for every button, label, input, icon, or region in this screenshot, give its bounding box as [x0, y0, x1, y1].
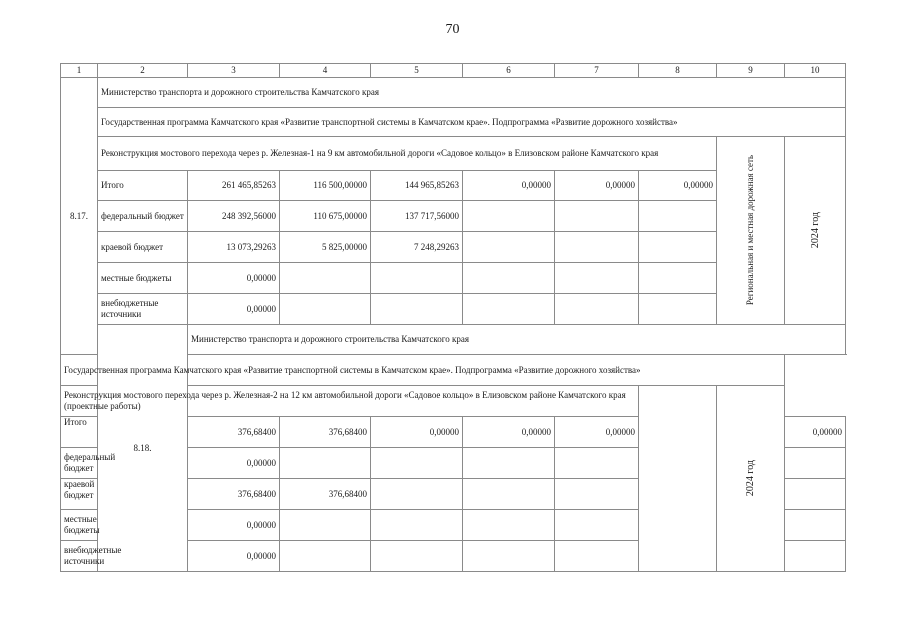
- road-network-cell: [639, 386, 717, 572]
- value-cell: 0,00000: [188, 541, 280, 572]
- section-number: 8.17.: [61, 78, 98, 355]
- column-number: 4: [280, 64, 371, 78]
- value-cell: [639, 201, 717, 232]
- value-cell: [785, 448, 846, 479]
- value-cell: 0,00000: [785, 417, 846, 448]
- value-cell: 0,00000: [463, 171, 555, 201]
- value-cell: [555, 541, 639, 572]
- value-cell: [371, 448, 463, 479]
- ministry-row: [61, 325, 846, 355]
- value-cell: [463, 232, 555, 263]
- row-label: краевой бюджет: [61, 479, 98, 510]
- year-cell: [717, 386, 785, 572]
- object-name: Реконструкция мостового перехода через р. Железная-1 на 9 км автомобильной дороги «Садовое кольцо» в Елизовском районе Камчатского края: [98, 137, 717, 171]
- value-cell: [371, 510, 463, 541]
- year-cell: [785, 137, 846, 325]
- row-label: краевой бюджет: [98, 232, 188, 263]
- object-row: [61, 386, 846, 417]
- value-cell: 110 675,00000: [280, 201, 371, 232]
- column-number-row: [61, 64, 846, 78]
- value-cell: 0,00000: [188, 448, 280, 479]
- value-cell: 0,00000: [639, 171, 717, 201]
- value-cell: [463, 541, 555, 572]
- object-row: [61, 137, 846, 171]
- value-cell: 376,68400: [280, 417, 371, 448]
- column-number: 5: [371, 64, 463, 78]
- value-cell: [463, 479, 555, 510]
- value-cell: 376,68400: [188, 417, 280, 448]
- row-label: федеральный бюджет: [98, 201, 188, 232]
- road-network-label: Региональная и местная дорожная сеть: [745, 155, 755, 306]
- column-number: 1: [61, 64, 98, 78]
- object-name: Реконструкция мостового перехода через р. Железная-2 на 12 км автомобильной дороги «Садовое кольцо» в Елизовском районе Камчатского края (проектные работы): [61, 386, 639, 417]
- value-cell: 248 392,56000: [188, 201, 280, 232]
- column-number: 9: [717, 64, 785, 78]
- value-cell: 137 717,56000: [371, 201, 463, 232]
- value-cell: 116 500,00000: [280, 171, 371, 201]
- value-cell: [371, 479, 463, 510]
- value-cell: 5 825,00000: [280, 232, 371, 263]
- value-cell: [280, 448, 371, 479]
- column-number: 7: [555, 64, 639, 78]
- value-cell: 0,00000: [555, 417, 639, 448]
- column-number: 3: [188, 64, 280, 78]
- page-number: 70: [445, 22, 460, 37]
- year-label: 2024 год: [745, 460, 756, 497]
- ministry-name: Министерство транспорта и дорожного строительства Камчатского края: [98, 78, 846, 108]
- row-label: федеральный бюджет: [61, 448, 98, 479]
- program-name: Государственная программа Камчатского края «Развитие транспортной системы в Камчатском крае». Подпрограмма «Развитие дорожного хозяйства»: [61, 355, 785, 386]
- ministry-row: [61, 78, 846, 108]
- value-cell: [785, 510, 846, 541]
- row-label: Итого: [98, 171, 188, 201]
- value-cell: [555, 448, 639, 479]
- value-cell: [280, 510, 371, 541]
- program-row: [61, 108, 846, 137]
- column-number: 6: [463, 64, 555, 78]
- value-cell: [463, 263, 555, 294]
- value-cell: 0,00000: [463, 417, 555, 448]
- column-number: 8: [639, 64, 717, 78]
- value-cell: [639, 232, 717, 263]
- value-cell: [555, 201, 639, 232]
- value-cell: [371, 541, 463, 572]
- value-cell: [555, 263, 639, 294]
- program-name: Государственная программа Камчатского края «Развитие транспортной системы в Камчатском крае». Подпрограмма «Развитие дорожного хозяйства»: [98, 108, 846, 137]
- value-cell: [555, 294, 639, 325]
- budget-table: [60, 63, 846, 572]
- value-cell: 7 248,29263: [371, 232, 463, 263]
- row-label: местные бюджеты: [61, 510, 98, 541]
- value-cell: 0,00000: [188, 263, 280, 294]
- value-cell: [555, 479, 639, 510]
- row-label: внебюджетные источники: [61, 541, 98, 572]
- row-label: Итого: [61, 417, 98, 448]
- value-cell: [371, 263, 463, 294]
- value-cell: 376,68400: [188, 479, 280, 510]
- value-cell: 261 465,85263: [188, 171, 280, 201]
- value-cell: [280, 294, 371, 325]
- row-label: внебюджетные источники: [98, 294, 188, 325]
- value-cell: [463, 294, 555, 325]
- value-cell: [785, 541, 846, 572]
- value-cell: [280, 263, 371, 294]
- value-cell: 13 073,29263: [188, 232, 280, 263]
- year-label: 2024 год: [809, 212, 821, 249]
- ministry-name: Министерство транспорта и дорожного строительства Камчатского края: [188, 325, 846, 355]
- column-number: 10: [785, 64, 846, 78]
- row-label: местные бюджеты: [98, 263, 188, 294]
- program-row: [61, 355, 846, 386]
- section-number: 8.18.: [98, 325, 188, 572]
- value-cell: [463, 201, 555, 232]
- value-cell: 0,00000: [188, 294, 280, 325]
- value-cell: 144 965,85263: [371, 171, 463, 201]
- value-cell: [639, 294, 717, 325]
- value-cell: [639, 263, 717, 294]
- value-cell: [371, 294, 463, 325]
- value-cell: 0,00000: [188, 510, 280, 541]
- value-cell: 0,00000: [371, 417, 463, 448]
- value-cell: [785, 479, 846, 510]
- column-number: 2: [98, 64, 188, 78]
- value-cell: [555, 232, 639, 263]
- value-cell: 376,68400: [280, 479, 371, 510]
- value-cell: 0,00000: [555, 171, 639, 201]
- value-cell: [555, 510, 639, 541]
- value-cell: [280, 541, 371, 572]
- value-cell: [463, 510, 555, 541]
- value-cell: [463, 448, 555, 479]
- road-network-cell: [717, 137, 785, 325]
